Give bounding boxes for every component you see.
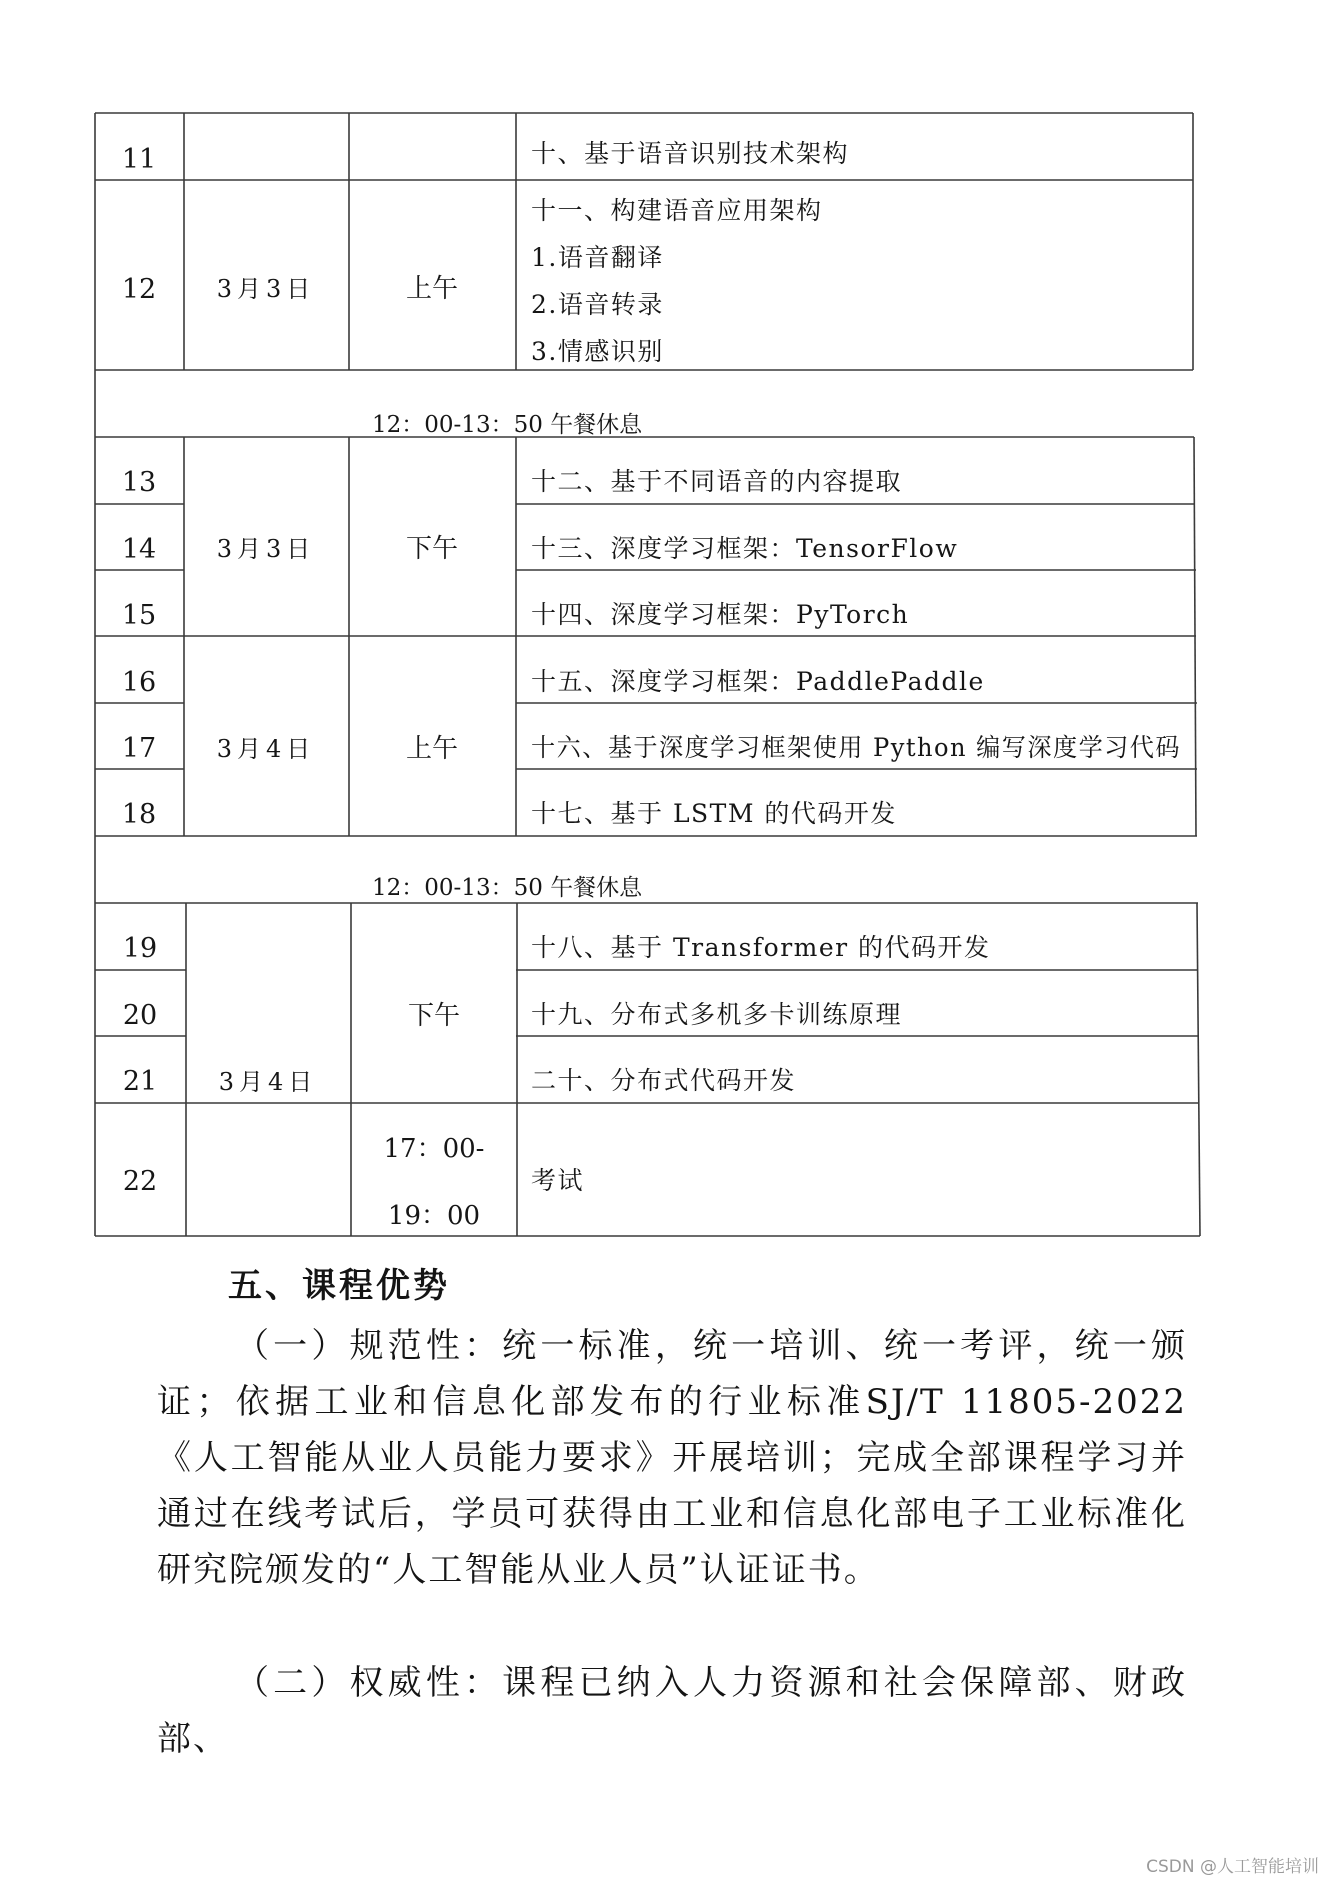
content-cell: 3.情感识别 — [531, 337, 664, 366]
row-number: 12 — [121, 274, 157, 305]
paragraph-authority: （二）权威性：课程已纳入人力资源和社会保障部、财政部、 — [157, 1663, 1187, 1759]
date-cell: 3月3日 — [216, 275, 316, 303]
lunch-break-row: 12：00-13：50 午餐休息 — [372, 412, 643, 438]
content-cell: 十五、深度学习框架：PaddlePaddle — [531, 667, 985, 696]
row-number: 20 — [122, 1000, 158, 1031]
row-number: 13 — [121, 467, 157, 498]
content-cell: 考试 — [531, 1166, 585, 1195]
exam-time-start: 17：00- — [383, 1134, 485, 1164]
content-cell: 十七、基于 LSTM 的代码开发 — [531, 799, 897, 828]
row-number: 15 — [121, 600, 157, 631]
exam-time-end: 19：00 — [387, 1201, 481, 1231]
content-cell: 十八、基于 Transformer 的代码开发 — [531, 933, 991, 962]
content-cell: 十九、分布式多机多卡训练原理 — [531, 1000, 903, 1029]
watermark: CSDN @人工智能培训 — [1146, 1857, 1319, 1877]
date-cell: 3月3日 — [216, 535, 316, 563]
row-number: 16 — [121, 667, 157, 698]
date-cell: 3月4日 — [216, 735, 316, 763]
date-cell: 3月4日 — [218, 1068, 318, 1096]
content-cell: 1.语音翻译 — [531, 243, 664, 272]
row-number: 11 — [121, 144, 157, 175]
session-cell: 上午 — [405, 734, 459, 764]
content-cell: 十六、基于深度学习框架使用 Python 编写深度学习代码 — [531, 733, 1181, 762]
session-cell: 下午 — [407, 1001, 461, 1031]
row-number: 22 — [122, 1166, 158, 1197]
row-number: 21 — [122, 1066, 158, 1097]
section-heading: 五、课程优势 — [228, 1266, 450, 1306]
session-cell: 上午 — [405, 274, 459, 304]
content-cell: 十、基于语音识别技术架构 — [531, 139, 850, 168]
content-cell: 十三、深度学习框架：TensorFlow — [531, 534, 959, 563]
row-number: 18 — [121, 799, 157, 830]
paragraph-standardization: （一）规范性：统一标准，统一培训、统一考评，统一颁证；依据工业和信息化部发布的行业标准SJ/T 11805-2022《人工智能从业人员能力要求》开展培训；完成全部课程学习并通过在线考试后，学员可获得由工业和信息化部电子工业标准化研究院颁发的“人工智能从业人员”认证证书。 — [157, 1326, 1187, 1590]
content-cell: 二十、分布式代码开发 — [531, 1066, 797, 1095]
row-number: 14 — [121, 534, 157, 565]
lunch-break-row: 12：00-13：50 午餐休息 — [372, 875, 643, 901]
content-cell: 十四、深度学习框架：PyTorch — [531, 600, 910, 629]
row-number: 17 — [121, 733, 157, 764]
session-cell: 下午 — [405, 534, 459, 564]
row-number: 19 — [122, 933, 158, 964]
content-cell: 2.语音转录 — [531, 290, 664, 319]
content-cell: 十二、基于不同语音的内容提取 — [531, 467, 903, 496]
content-cell: 十一、构建语音应用架构 — [531, 196, 823, 225]
